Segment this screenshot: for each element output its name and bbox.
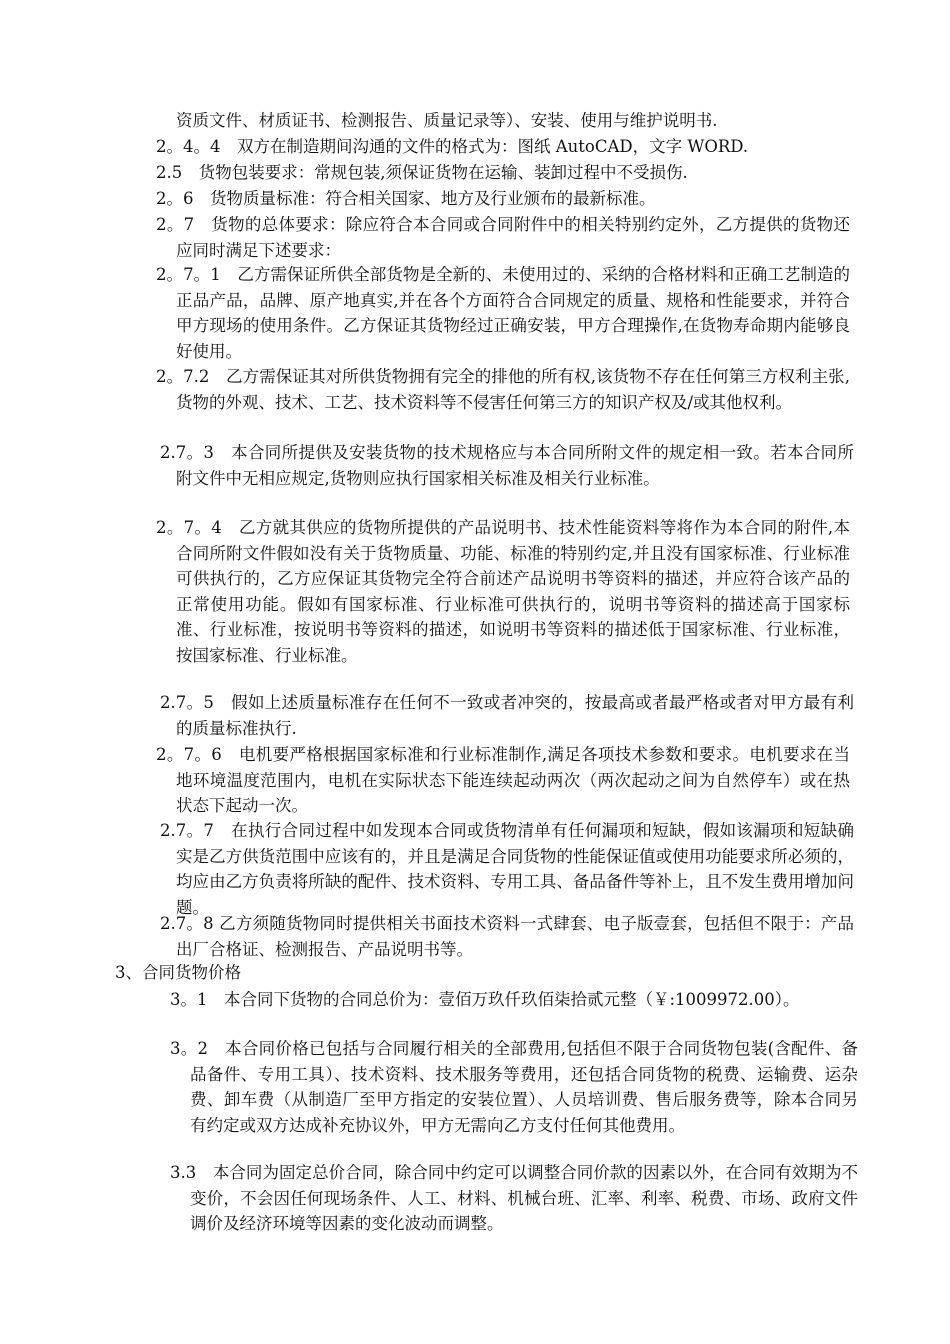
clause-2-7-4: 2。7。4 乙方就其供应的货物所提供的产品说明书、技术性能资料等将作为本合同的附件,本合同所附文件假如没有关于货物质量、功能、标准的特别约定,并且没有国家标准、行业标准可供执行的，乙方应保证其货物完全符合前述产品说明书等资料的描述，并应符合该产品的正常使用功能。假如有国家标准、行业标准可供执行的，说明书等资料的描述高于国家标准、行业标准，按说明书等资料的描述，如说明书等资料的描述低于国家标准、行业标准，按国家标准、行业标准。 bbox=[156, 518, 850, 665]
clause-2-7-1: 2。7。1 乙方需保证所供全部货物是全新的、未使用过的、采纳的合格材料和正确工艺制造的正品产品，品牌、原产地真实,并在各个方面符合合同规定的质量、规格和性能要求，并符合甲方现场的使用条件。乙方保证其货物经过正确安装，甲方合理操作,在货物寿命期内能够良好使用。 bbox=[156, 265, 850, 361]
clause-3-3: 3.3 本合同为固定总价合同，除合同中约定可以调整合同价款的因素以外，在合同有效期为不变价，不会因任何现场条件、人工、材料、机械台班、汇率、利率、税费、市场、政府文件调价及经济环境等因素的变化波动而调整。 bbox=[170, 1163, 858, 1234]
clause-2-5: 2.5 货物包装要求：常规包装,须保证货物在运输、装卸过程中不受损伤. bbox=[156, 163, 688, 182]
clause-2-6: 2。6 货物质量标准：符合相关国家、地方及行业颁布的最新标准。 bbox=[156, 189, 656, 208]
clause-2-7-6: 2。7。6 电机要严格根据国家标准和行业标准制作,满足各项技术参数和要求。电机要求在当地环境温度范围内，电机在实际状态下能连续起动两次（两次起动之间为自然停车）或在热状态下起动一次。 bbox=[156, 745, 850, 816]
clause-2-7-5: 2.7。5 假如上述质量标准存在任何不一致或者冲突的，按最高或者最严格或者对甲方最有利的质量标准执行. bbox=[160, 693, 854, 738]
clause-2-7-8: 2.7。8 乙方须随货物同时提供相关书面技术资料一式肆套、电子版壹套，包括但不限于：产品出厂合格证、检测报告、产品说明书等。 bbox=[160, 914, 854, 959]
clause-2-7-3: 2.7。3 本合同所提供及安装货物的技术规格应与本合同所附文件的规定相一致。若本合同所附文件中无相应规定,货物则应执行国家相关标准及相关行业标准。 bbox=[160, 443, 854, 488]
clause-2-7-7: 2.7。7 在执行合同过程中如发现本合同或货物清单有任何漏项和短缺，假如该漏项和短缺确实是乙方供货范围中应该有的，并且是满足合同货物的性能保证值或使用功能要求所必须的，均应由乙方负责将所缺的配件、技术资料、专用工具、备品备件等补上，且不发生费用增加问题。 bbox=[160, 821, 854, 917]
clause-2-4-3-continuation: 资质文件、材质证书、检测报告、质量记录等）、安装、使用与维护说明书. bbox=[176, 111, 718, 130]
clause-2-7: 2。7 货物的总体要求：除应符合本合同或合同附件中的相关特别约定外，乙方提供的货物还应同时满足下述要求： bbox=[156, 215, 850, 260]
clause-2-7-2: 2。7.2 乙方需保证其对所供货物拥有完全的排他的所有权,该货物不存在任何第三方权利主张,货物的外观、技术、工艺、技术资料等不侵害任何第三方的知识产权及/或其他权利。 bbox=[156, 367, 850, 412]
clause-3-1: 3。1 本合同下货物的合同总价为：壹佰万玖仟玖佰柒拾贰元整（￥:1009972.00）。 bbox=[170, 990, 800, 1009]
clause-3-2: 3。2 本合同价格已包括与合同履行相关的全部费用,包括但不限于合同货物包装(含配件、备品备件、专用工具）、技术资料、技术服务等费用，还包括合同货物的税费、运输费、运杂费、卸车费（从制造厂至甲方指定的安装位置）、人员培训费、售后服务费等，除本合同另有约定或双方达成补充协议外，甲方无需向乙方支付任何其他费用。 bbox=[170, 1039, 858, 1135]
clause-2-4-4: 2。4。4 双方在制造期间沟通的文件的格式为：图纸 AutoCAD，文字 WORD. bbox=[156, 137, 749, 156]
section-3-heading: 3、合同货物价格 bbox=[115, 963, 241, 982]
